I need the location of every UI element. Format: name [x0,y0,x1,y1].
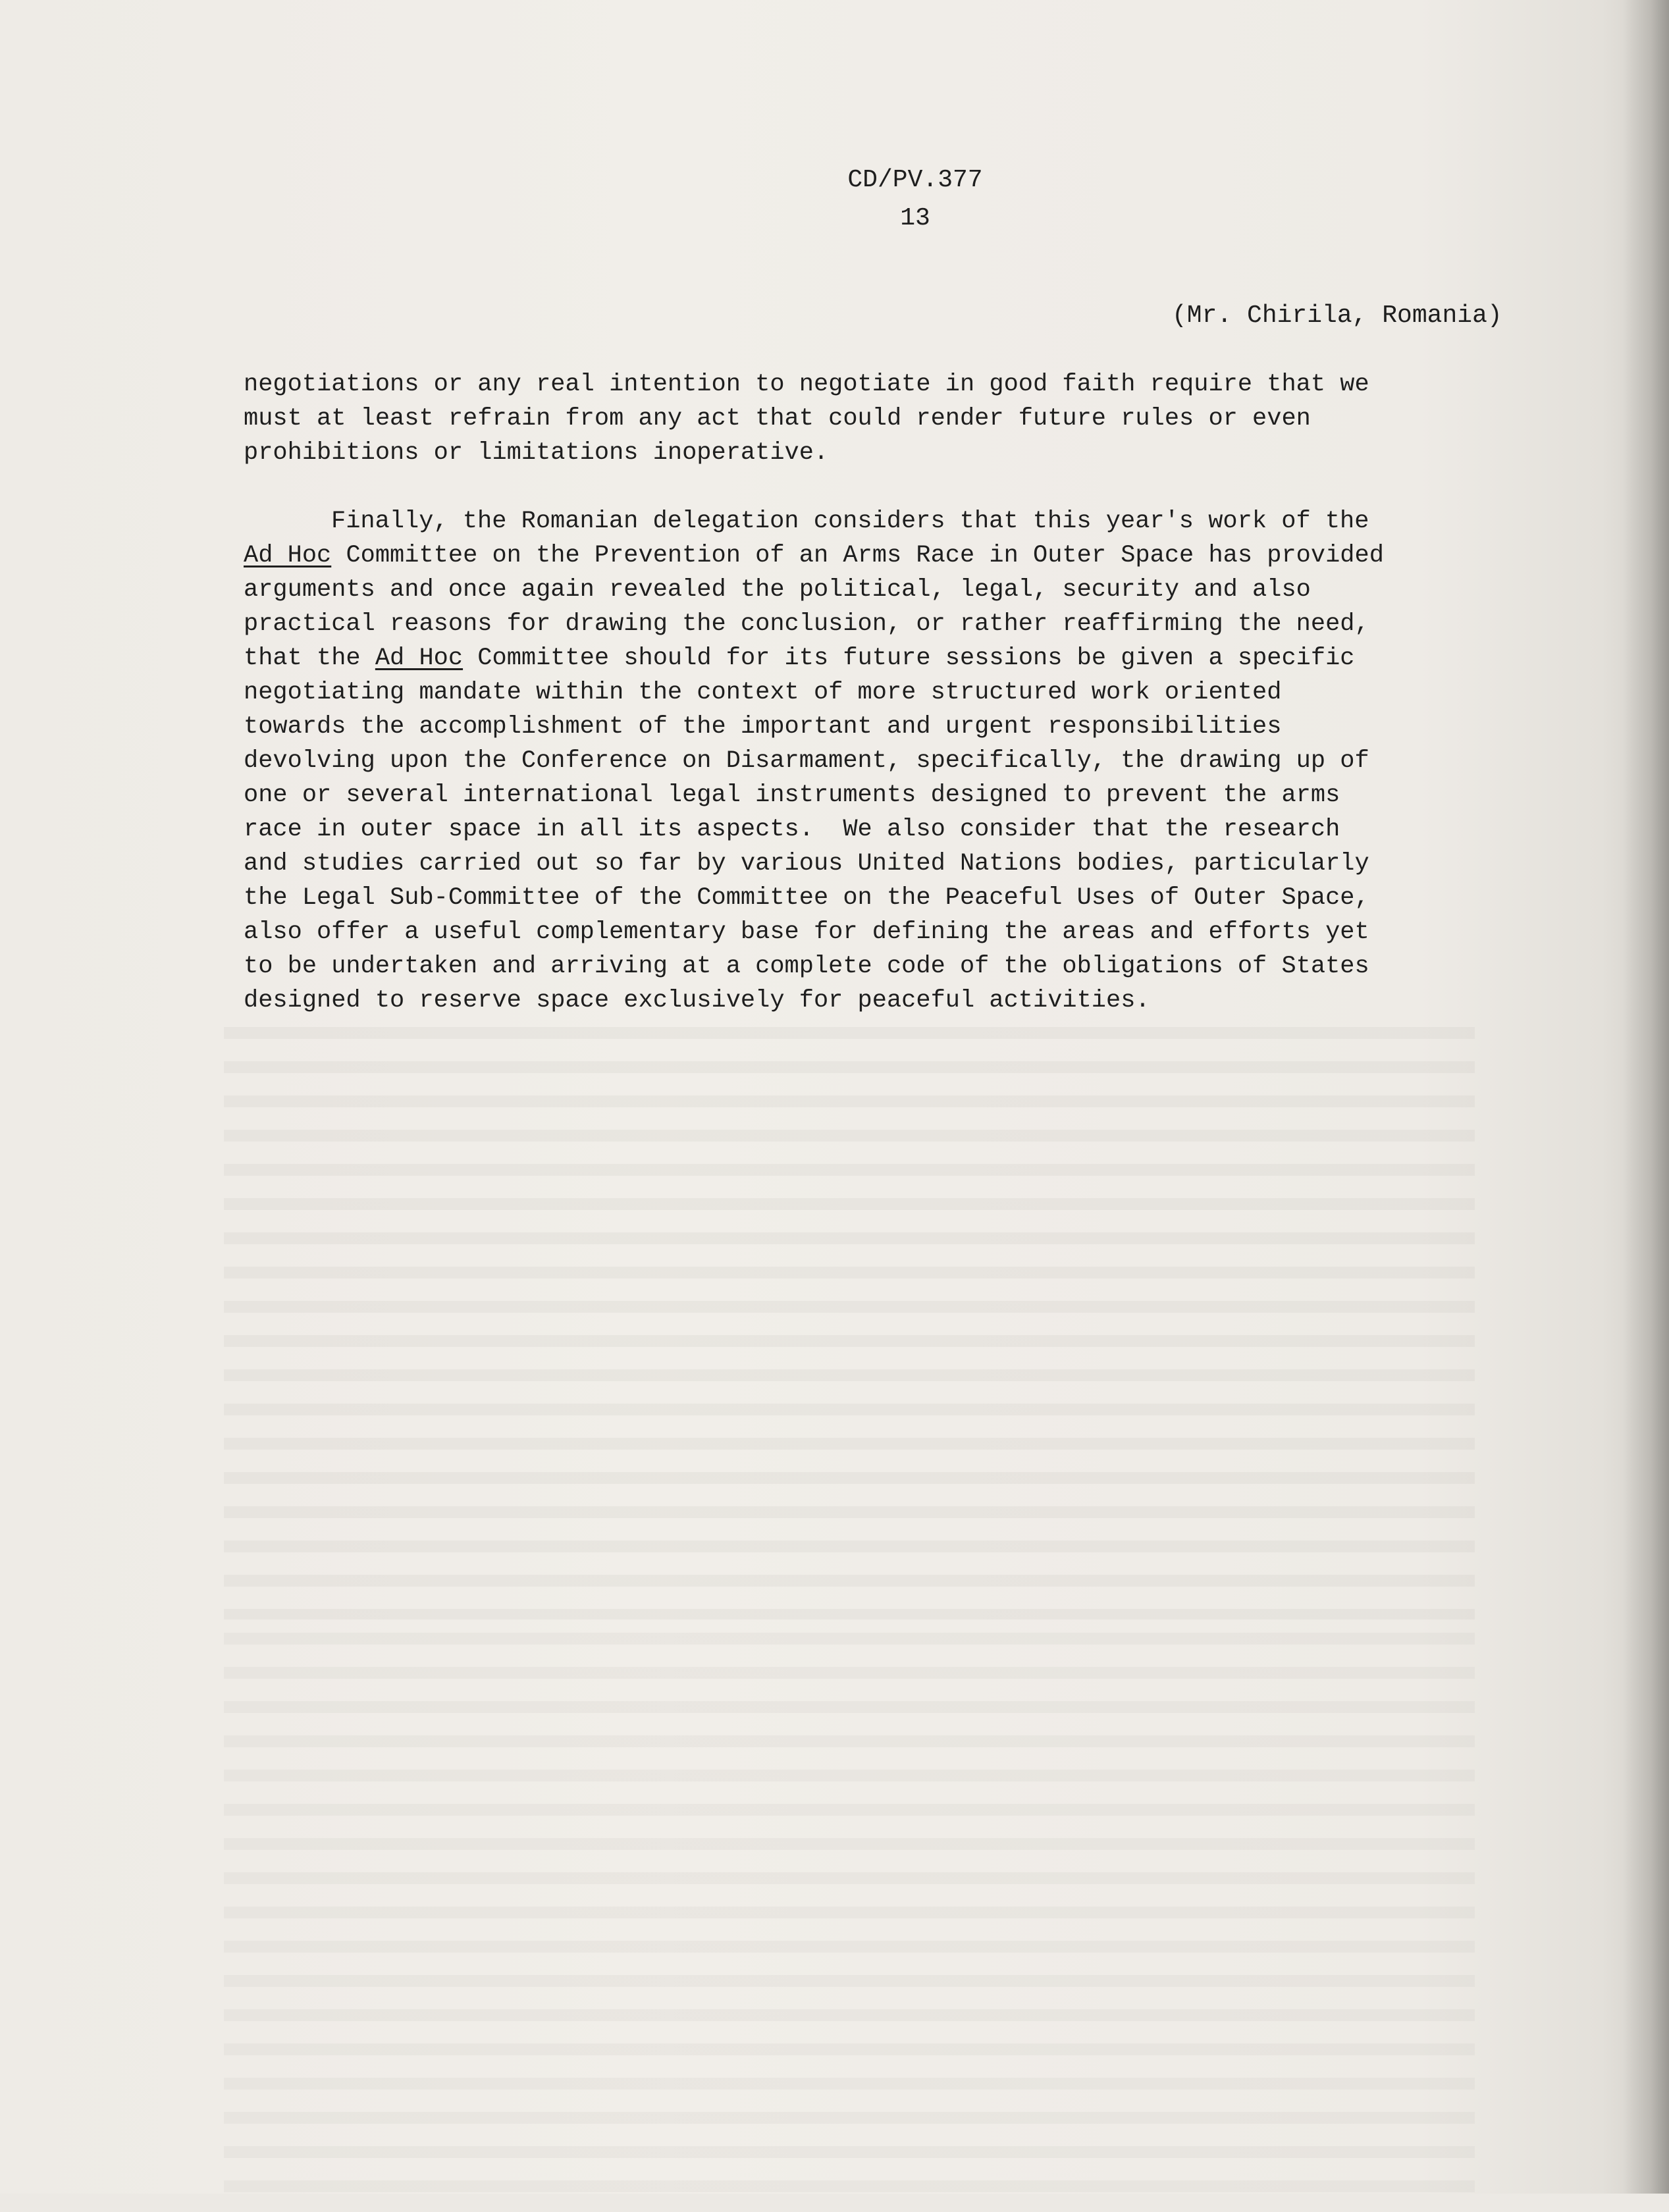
page-number: 13 [900,204,930,232]
paragraph2-line14: to be undertaken and arriving at a complete code of the obligations of States [244,953,1369,980]
paragraph1-line3: prohibitions or limitations inoperative. [244,439,829,467]
paragraph1-line1: negotiations or any real intention to negotiate in good faith require that we [244,371,1369,398]
ad-hoc-underlined-1: Ad Hoc [244,542,332,569]
paragraph2-line4: practical reasons for drawing the conclusion, or rather reaffirming the need, [244,610,1369,638]
paragraph2-line5 [244,641,1574,675]
paragraph2-line8: devolving upon the Conference on Disarmament, specifically, the drawing up of [244,747,1369,775]
paragraph2-line1-text: Finally, the Romanian delegation considers that this year's work of the [331,508,1369,535]
paragraph2-line5-start: that the [244,645,375,672]
ad-hoc-underlined-2: Ad Hoc [375,645,464,672]
paragraph2-line11: and studies carried out so far by various United Nations bodies, particularly [244,850,1369,878]
paragraph2-line12: the Legal Sub-Committee of the Committee on the Peaceful Uses of Outer Space, [244,884,1369,912]
paragraph2-line15: designed to reserve space exclusively for peaceful activities. [244,987,1150,1014]
bleed-through-1 [224,1027,1475,1620]
paragraph2-line9: one or several international legal instruments designed to prevent the arms [244,781,1340,809]
paragraph-gap [244,470,1574,504]
paragraph2-line3: arguments and once again revealed the political, legal, security and also [244,576,1311,604]
bleed-through-2 [224,1633,1475,2212]
document-code: CD/PV.377 [847,166,983,194]
paragraph2-line6: negotiating mandate within the context of more structured work oriented [244,679,1282,706]
speaker-attribution: (Mr. Chirila, Romania) [1172,302,1502,330]
paragraph2-line10: race in outer space in all its aspects. We also consider that the research [244,816,1340,843]
paragraph2-line1 [244,504,1574,539]
paragraph2-line13: also offer a useful complementary base for defining the areas and efforts yet [244,918,1369,946]
paragraph2-line2-rest: Committee on the Prevention of an Arms Race in Outer Space has provided [331,542,1384,569]
body-text [244,367,1574,1018]
document-header [783,161,1047,238]
paragraph2-line7: towards the accomplishment of the important and urgent responsibilities [244,713,1282,741]
page-edge-shadow [1623,0,1669,2194]
paragraph1-line2: must at least refrain from any act that could render future rules or even [244,405,1311,433]
paragraph2-line5-rest: Committee should for its future sessions be given a specific [463,645,1355,672]
paragraph2-line2 [244,539,1574,573]
